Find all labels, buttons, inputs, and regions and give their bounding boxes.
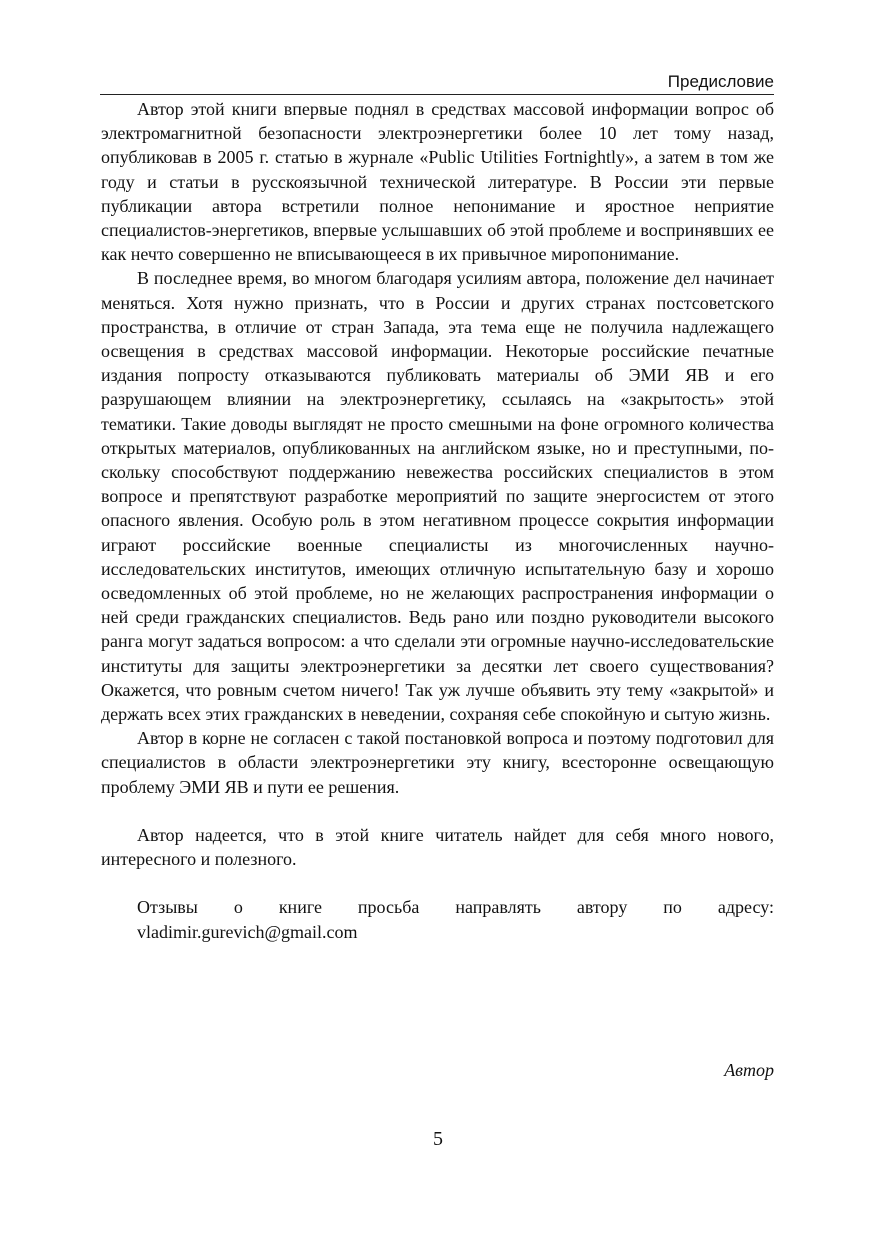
reviews-request: Отзывы о книге просьба направлять автору по адресу: xyxy=(137,897,774,918)
paragraph-4: Автор надеется, что в этой книге читатель найдет для себя много нового, интересного и полезного. xyxy=(101,824,774,870)
running-header-title: Предисловие xyxy=(667,72,774,91)
page-number: 5 xyxy=(433,1128,443,1150)
paragraph-3: Автор в корне не согласен с такой постановкой вопроса и поэтому подготовил для специалистов в области электроэнергетики эту книгу, всесторонне освещающую проблему ЭМИ ЯВ и пути ее решения. xyxy=(101,728,774,797)
contact-email[interactable]: vladimir.gurevich@gmail.com xyxy=(137,921,358,942)
header-divider xyxy=(100,94,774,95)
paragraph-2: В последнее время, во многом благодаря усилиям автора, положение дел начинает меняться. Хотя нужно признать, что в России и других странах постсоветского пространства, в отличие от стран Запада, эта тема еще не получила надлежащего освещения в средствах массовой информации. Некоторые российские печатные издания попросту отказываются публиковать материалы об ЭМИ ЯВ и его разрушающем влиянии на электроэнергетику, ссылаясь на «закрытость» этой тематики. Такие доводы выглядят не просто смешными на фоне огромного количества открытых материалов, опубликованных на английском языке, но и преступными, поскольку способствуют поддержанию невежества российских специалистов в этом вопросе и препятствуют разработке мероприятий по защите энергосистем от этого опасного явления. Особую роль в этом негативном процессе сокрытия информации играют российские военные специалисты из многочисленных научно-исследовательских институтов, имеющих отличную испытательную базу и хорошо осведомленных об этой проблеме, но не желающих распространения информации о ней среди гражданских специалистов. Ведь рано или поздно руководители высокого ранга могут задаться вопросом: а что сделали эти огромные научно-исследовательские институты для защиты электроэнергетики за десятки лет своего существования? Окажется, что ровным счетом ничего! Так уж лучше объявить эту тему «закрытой» и держать всех этих гражданских в неведении, сохраняя себе спокойную и сытую жизнь. xyxy=(101,268,774,725)
paragraph-1: Автор этой книги впервые поднял в средствах массовой информации вопрос об электромагнитной безопасности электроэнергетики более 10 лет тому назад, опубликовав в 2005 г. статью в журнале «Public Utilities Fortnightly», а затем в том же году и статьи в русскоязычной технической литературе. В России эти первые публикации автора встретили полное непонимание и яростное неприятие специалистов-энергетиков, впервые услышавших об этой проблеме и воспринявших ее как нечто совершенно не вписывающееся в их привычное миропонимание. xyxy=(101,99,774,265)
body-text xyxy=(101,97,774,944)
author-signature: Автор xyxy=(724,1060,774,1080)
